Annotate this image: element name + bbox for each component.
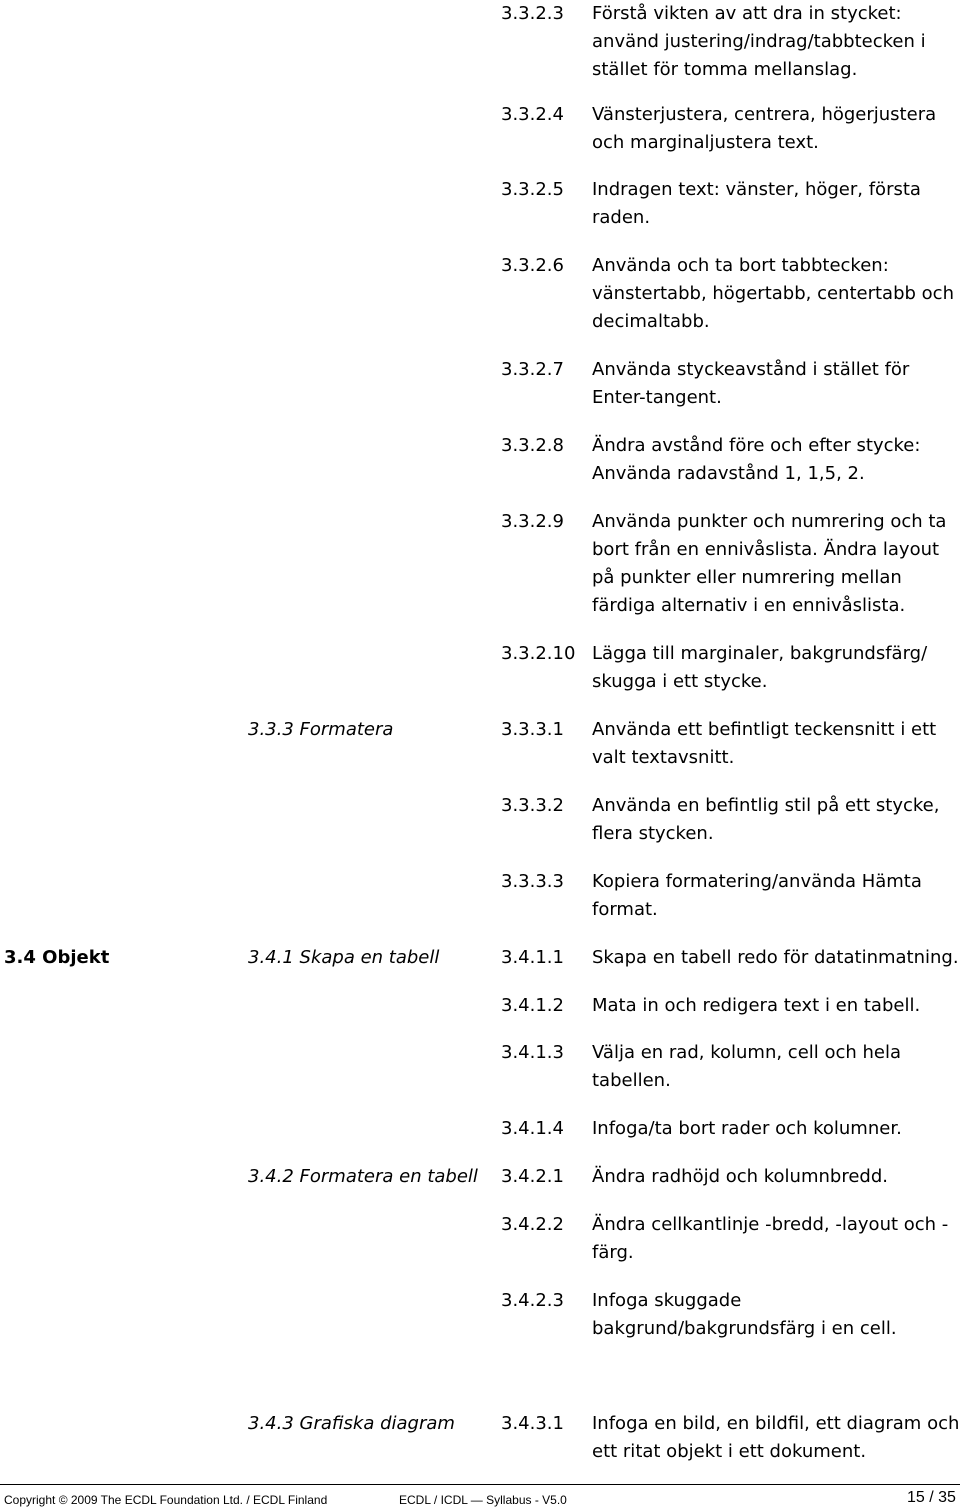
syllabus-row — [0, 1211, 960, 1271]
syllabus-row — [0, 356, 960, 416]
item-ref: 3.3.2.6 — [501, 255, 564, 276]
item-ref: 3.4.1.2 — [501, 995, 564, 1016]
syllabus-row — [0, 792, 960, 852]
item-text: Skapa en tabell redo för datatinmatning. — [592, 947, 959, 968]
item-ref: 3.3.2.9 — [501, 511, 564, 532]
item-text: Använda en befintlig stil på ett stycke, flera stycken. — [592, 795, 940, 844]
skill-set-label: 3.3.3 Formatera — [248, 719, 394, 740]
skill-set-label: 3.4.1 Skapa en tabell — [248, 947, 440, 968]
item-text: Ändra cellkantlinje -bredd, -layout och -färg. — [592, 1214, 949, 1263]
syllabus-row — [0, 252, 960, 332]
syllabus-row — [0, 176, 960, 236]
item-text: Förstå vikten av att dra in stycket: använd justering/indrag/tabbtecken i stället för tomma mellanslag. — [592, 3, 926, 80]
category-label: 3.4 Objekt — [4, 947, 110, 968]
item-ref: 3.4.2.2 — [501, 1214, 564, 1235]
item-text: Indragen text: vänster, höger, första raden. — [592, 179, 921, 228]
item-text: Kopiera formatering/använda Hämta format. — [592, 871, 922, 920]
syllabus-row — [0, 1039, 960, 1099]
item-text: Ändra avstånd före och efter stycke: Använda radavstånd 1, 1,5, 2. — [592, 435, 921, 484]
item-ref: 3.3.3.1 — [501, 719, 564, 740]
item-text: Använda och ta bort tabbtecken: vänstertabb, högertabb, centertabb och decimaltabb. — [592, 255, 954, 332]
item-text: Vänsterjustera, centrera, högerjustera och marginaljustera text. — [592, 104, 937, 153]
item-text: Använda ett befintligt teckensnitt i ett valt textavsnitt. — [592, 719, 937, 768]
item-ref: 3.3.2.7 — [501, 359, 564, 380]
skill-set-label: 3.4.2 Formatera en tabell — [248, 1166, 478, 1187]
syllabus-row — [0, 868, 960, 928]
item-ref: 3.4.1.3 — [501, 1042, 564, 1063]
item-ref: 3.4.2.3 — [501, 1290, 564, 1311]
item-ref: 3.3.3.2 — [501, 795, 564, 816]
syllabus-row — [0, 716, 960, 776]
item-ref: 3.3.2.8 — [501, 435, 564, 456]
item-text: Använda styckeavstånd i stället för Enter-tangent. — [592, 359, 910, 408]
syllabus-row — [0, 640, 960, 700]
item-text: Infoga en bild, en bildfil, ett diagram och ett ritat objekt i ett dokument. — [592, 1413, 960, 1462]
item-text: Mata in och redigera text i en tabell. — [592, 995, 921, 1016]
footer-copyright: Copyright © 2009 The ECDL Foundation Ltd. / ECDL Finland — [4, 1493, 328, 1507]
item-ref: 3.3.2.4 — [501, 104, 564, 125]
item-text: Infoga/ta bort rader och kolumner. — [592, 1118, 902, 1139]
footer-document-title: ECDL / ICDL — Syllabus - V5.0 — [399, 1493, 567, 1507]
item-ref: 3.3.2.10 — [501, 643, 576, 664]
syllabus-row — [0, 1410, 960, 1470]
footer-page-number: 15 / 35 — [907, 1489, 956, 1506]
item-ref: 3.4.1.1 — [501, 947, 564, 968]
syllabus-row — [0, 0, 960, 80]
syllabus-row — [0, 1287, 960, 1347]
item-ref: 3.4.2.1 — [501, 1166, 564, 1187]
item-ref: 3.3.2.5 — [501, 179, 564, 200]
item-ref: 3.4.1.4 — [501, 1118, 564, 1139]
syllabus-row — [0, 101, 960, 161]
item-text: Infoga skuggade bakgrund/bakgrundsfärg i en cell. — [592, 1290, 897, 1339]
item-text: Ändra radhöjd och kolumnbredd. — [592, 1166, 888, 1187]
item-text: Använda punkter och numrering och ta bort från en ennivåslista. Ändra layout på punkter eller numrering mellan färdiga alternativ i en ennivåslista. — [592, 511, 947, 616]
item-ref: 3.4.3.1 — [501, 1413, 564, 1434]
item-ref: 3.3.2.3 — [501, 3, 564, 24]
syllabus-row — [0, 432, 960, 492]
item-text: Välja en rad, kolumn, cell och hela tabellen. — [592, 1042, 902, 1091]
item-text: Lägga till marginaler, bakgrundsfärg/ skugga i ett stycke. — [592, 643, 928, 692]
skill-set-label: 3.4.3 Grafiska diagram — [248, 1413, 455, 1434]
item-ref: 3.3.3.3 — [501, 871, 564, 892]
page-footer — [0, 1484, 960, 1510]
syllabus-row — [0, 508, 960, 616]
